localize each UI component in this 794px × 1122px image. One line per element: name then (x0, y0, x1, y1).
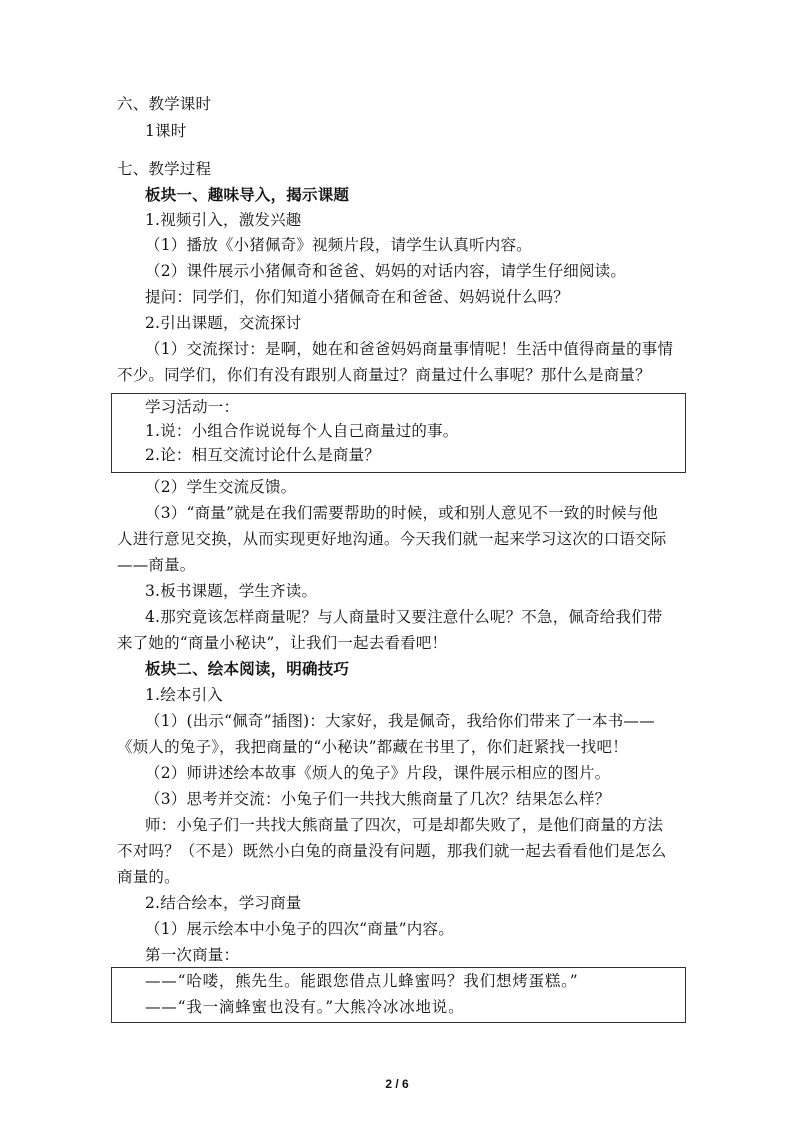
paragraph: 来了她的“商量小秘诀”，让我们一起去看看吧！ (117, 634, 448, 652)
paragraph: 不少。同学们，你们有没有跟别人商量过？商量过什么事呢？那什么是商量？ (117, 366, 651, 384)
paragraph: （1）播放《小猪佩奇》视频片段，请学生认真听内容。 (145, 236, 532, 254)
paragraph: 第一次商量： (145, 946, 240, 964)
section-6-content: 1课时 (145, 122, 187, 140)
paragraph: 提问：同学们，你们知道小猪佩奇在和爸爸、妈妈说什么吗？ (145, 288, 569, 306)
section-heading-7: 七、教学过程 (117, 160, 212, 178)
quote-line: ——“我一滴蜂蜜也没有。”大熊冷冰冰地说。 (145, 998, 465, 1016)
block2-title: 板块二、绘本阅读，明确技巧 (145, 659, 350, 678)
paragraph: 1.绘本引入 (145, 686, 223, 704)
paragraph: 商量的。 (117, 868, 180, 886)
paragraph: 2.引出课题，交流探讨 (145, 314, 302, 332)
learning-activity-box (111, 393, 686, 473)
activity-item: 2.论：相互交流讨论什么是商量？ (145, 446, 380, 464)
story-quote-box (111, 967, 686, 1023)
paragraph: ——商量。 (117, 556, 196, 574)
paragraph: （2）课件展示小猪佩奇和爸爸、妈妈的对话内容，请学生仔细阅读。 (145, 262, 627, 280)
quote-line: ——“哈喽，熊先生。能跟您借点儿蜂蜜吗？我们想烤蛋糕。” (145, 972, 579, 990)
paragraph: 师：小兔子们一共找大熊商量了四次，可是却都失败了，是他们商量的方法 (145, 816, 664, 834)
block1-title: 板块一、趣味导入，揭示课题 (145, 185, 350, 204)
section-heading-6: 六、教学课时 (117, 95, 212, 113)
page-number: 2 / 6 (385, 1077, 409, 1091)
paragraph: 人进行意见交换，从而实现更好地沟通。今天我们就一起来学习这次的口语交际 (117, 530, 667, 548)
paragraph: （2）学生交流反馈。 (145, 478, 297, 496)
paragraph: （3）思考并交流：小兔子们一共找大熊商量了几次？结果怎么样？ (145, 790, 611, 808)
paragraph: 不对吗？（不是）既然小白兔的商量没有问题，那我们就一起去看看他们是怎么 (117, 842, 667, 860)
paragraph: （1）展示绘本中小兔子的四次“商量”内容。 (145, 920, 454, 938)
paragraph: 《烦人的兔子》，我把商量的“小秘诀”都藏在书里了，你们赶紧找一找吧！ (117, 738, 628, 756)
paragraph: （1）(出示“佩奇”插图)：大家好，我是佩奇，我给你们带来了一本书—— (145, 712, 655, 730)
paragraph: 4.那究竟该怎样商量呢？与人商量时又要注意什么呢？不急，佩奇给我们带 (145, 608, 663, 626)
paragraph: 3.板书课题，学生齐读。 (145, 582, 318, 600)
paragraph: 2.结合绘本，学习商量 (145, 894, 302, 912)
paragraph: （3）“商量”就是在我们需要帮助的时候，或和别人意见不一致的时候与他 (145, 504, 659, 522)
activity-item: 1.说：小组合作说说每个人自己商量过的事。 (145, 422, 459, 440)
paragraph: （1）交流探讨：是啊，她在和爸爸妈妈商量事情呢！生活中值得商量的事情 (145, 340, 674, 358)
paragraph: 1.视频引入，激发兴趣 (145, 211, 302, 229)
paragraph: （2）师讲述绘本故事《烦人的兔子》片段，课件展示相应的图片。 (145, 764, 611, 782)
activity-title: 学习活动一： (145, 398, 240, 416)
